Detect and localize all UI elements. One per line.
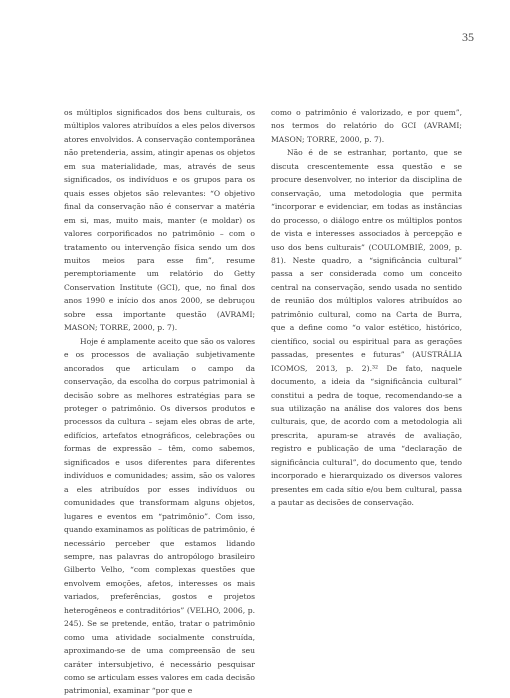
text-columns (64, 106, 462, 698)
left-column (64, 106, 255, 698)
paragraph: Não é de se estranhar, portanto, que se discuta crescentemente essa questão e se procure desenvolver, no interior da disciplina de conservação, uma metodologia que permita “incorporar e evidenciar, em todas as instâncias do processo, o diálogo entre os múltiplos pontos de vista e interesses associados à percepção e uso dos bens culturais” (COULOMBIÉ, 2009, p. 81). Neste quadro, a “significância cultural” passa a ser considerada como um conceito central na conservação, sendo usada no sentido de reunião dos múltiplos valores atribuídos ao patrimônio cultural, como na Carta de Burra, que a define como “o valor estético, histórico, científico, social ou espiritual para as gerações passadas, presentes e futuras” (AUSTRÁLIA ICOMOS, 2013, p. 2).³² De fato, naquele documento, a ideia da “significância cultural” constitui a pedra de toque, recomendando-se a sua utilização na análise dos valores dos bens culturais, que, de acordo com a metodologia ali prescrita, apuram-se através de avaliação, registro e publicação de uma “declaração de significância cultural”, do documento que, tendo incorporado e hierarquizado os diversos valores presentes em cada sítio e/ou bem cultural, passa a pautar as decisões de conservação. (271, 148, 462, 508)
page-number: 35 (462, 30, 474, 44)
paragraph: Hoje é amplamente aceito que são os valores e os processos de avaliação subjetivamente ancorados que articulam o campo da conservação, da escolha do corpus patrimonial à decisão sobre as melhores estratégias para se proteger o patrimônio. Os diversos produtos e processos da cultura – sejam eles obras de arte, edifícios, artefatos etnográficos, celebrações ou formas de expressão – têm, como sabemos, significados e usos diferentes para diferentes indivíduos e comunidades; assim, são os valores a eles atribuídos por esses indivíduos ou comunidades que transformam alguns objetos, lugares e eventos em “patrimônio”. Com isso, quando examinamos as políticas de patrimônio, é necessário perceber que estamos lidando sempre, nas palavras do antropólogo brasileiro Gilberto Velho, “com complexas questões que envolvem emoções, afetos, interesses os mais variados, preferências, gostos e projetos heterogêneos e contraditórios” (VELHO, 2006, p. 245). Se se pretende, então, tratar o patrimônio como uma atividade socialmente construída, aproximando-se de uma compreensão de seu caráter intersubjetivo, é necessário pesquisar como se articulam esses valores em cada decisão patrimonial, examinar “por que e (64, 336, 255, 696)
paragraph: como o patrimônio é valorizado, e por quem”, nos termos do relatório do GCI (AVRAMI; MASON; TORRE, 2000, p. 7). (271, 108, 462, 144)
paragraph: os múltiplos significados dos bens culturais, os múltiplos valores atribuídos a eles pelos diversos atores envolvidos. A conservação contemporânea não pretenderia, assim, atingir apenas os objetos em sua materialidade, mas, através de seus significados, os indivíduos e os grupos para os quais esses objetos são relevantes: “O objetivo final da conservação não é conservar a matéria em si, mas, muito mais, manter (e moldar) os valores corporificados no patrimônio – com o tratamento ou intervenção física sendo um dos muitos meios para esse fim”, resume peremptoriamente um relatório do Getty Conservation Institute (GCI), que, no final dos anos 1990 e início dos anos 2000, se debruçou sobre essa importante questão (AVRAMI; MASON; TORRE, 2000, p. 7). (64, 108, 255, 333)
right-column (271, 106, 462, 698)
